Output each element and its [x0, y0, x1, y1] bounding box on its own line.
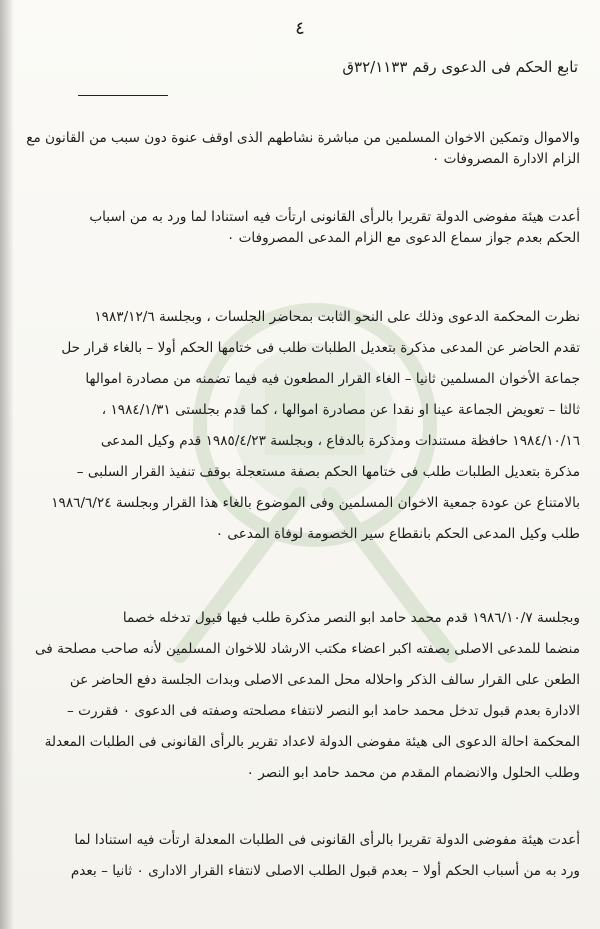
text-line: جماعة الأخوان المسلمين ثانيا – الغاء القرار المطعون فيه فيما تضمنه من مصادرة اموالها [85, 371, 580, 387]
text-line: والاموال وتمكين الاخوان المسلمين من مباشرة نشاطهم الذى اوقف عنوة دون سبب من القانون مع [26, 130, 580, 146]
page-number: ٤ [295, 18, 305, 39]
text-line: المحكمة احالة الدعوى الى هيئة مفوضى الدولة لاعداد تقرير بالرأى القانونى فى الطلبات المعدلة [44, 734, 580, 750]
text-line: ورد به من أسباب الحكم أولا – بعدم قبول الطلب الاصلى لانتفاء القرار الادارى ٠ ثانيا – بعدم [70, 863, 580, 879]
paragraph-1 [16, 128, 580, 170]
header-underline [78, 95, 168, 96]
text-line: الزام الادارة المصروفات ٠ [431, 151, 580, 168]
text-line: الادارة بعدم قبول تدخل محمد حامد ابو النصر لانتفاء مصلحته وصفته فى الدعوى ٠ فقررت – [67, 703, 580, 719]
text-line: الحكم بعدم جواز سماع الدعوى مع الزام المدعى المصروفات ٠ [227, 230, 580, 247]
paragraph-2 [16, 207, 580, 249]
text-line: نظرت المحكمة الدعوى وذلك على النحو الثابت بمحاضر الجلسات ، وبجلسة ١٩٨٣/١٢/٦ [94, 309, 580, 325]
text-line: منضما للمدعى الاصلى بصفته اكبر اعضاء مكتب الارشاد للاخوان المسلمين لأنه صاحب مصلحة فى [34, 641, 580, 657]
text-line: وطلب الحلول والانضمام المقدم من محمد حامد ابو النصر ٠ [246, 765, 580, 781]
paragraph-3 [16, 302, 580, 550]
text-line: ١٩٨٤/١٠/١٦ حافظة مستندات ومذكرة بالدفاع ، وبجلسة ١٩٨٥/٤/٢٣ قدم وكيل المدعى [100, 433, 580, 449]
text-line: ثالثا – تعويض الجماعة عينا او نقدا عن مصادرة اموالها ، كما قدم بجلستى ١٩٨٤/١/٣١ ، [101, 402, 580, 418]
scan-edge-shadow [0, 0, 14, 929]
text-line: وبجلسة ١٩٨٦/١٠/٧ قدم محمد حامد ابو النصر مذكرة طلب فيها قبول تدخله خصما [122, 610, 580, 626]
text-line: تقدم الحاضر عن المدعى مذكرة بتعديل الطلبات طلب فى ختامها الحكم أولا – بالغاء قرار حل [61, 340, 580, 356]
text-line: مذكرة بتعديل الطلبات طلب فى ختامها الحكم بصفة مستعجلة بوقف تنفيذ القرار السلبى – [76, 464, 580, 480]
paragraph-5 [16, 825, 580, 887]
header-title: تابع الحكم فى الدعوى رقم ٣٢/١١٣٣ق [342, 58, 578, 76]
paragraph-4 [16, 603, 580, 789]
text-line: بالامتناع عن عودة جمعية الاخوان المسلمين وفى الموضوع بالغاء هذا القرار وبجلسة ١٩٨٦/٦/٢٤ [51, 495, 580, 511]
text-line: الطعن على القرار سالف الذكر واحلاله محل المدعى الاصلى وبدات الجلسة دفع الحاضر عن [69, 672, 580, 688]
text-line: طلب وكيل المدعى الحكم بانقطاع سير الخصومة لوفاة المدعى ٠ [215, 526, 580, 542]
text-line: أعدت هيئة مفوضى الدولة تقريرا بالرأى القانونى ارتأت فيه استنادا لما ورد به من اسباب [89, 209, 580, 225]
text-line: أعدت هيئة مفوضى الدولة تقريرا بالرأى القانونى فى الطلبات المعدلة ارتأت فيه استنادا لما [74, 832, 580, 848]
